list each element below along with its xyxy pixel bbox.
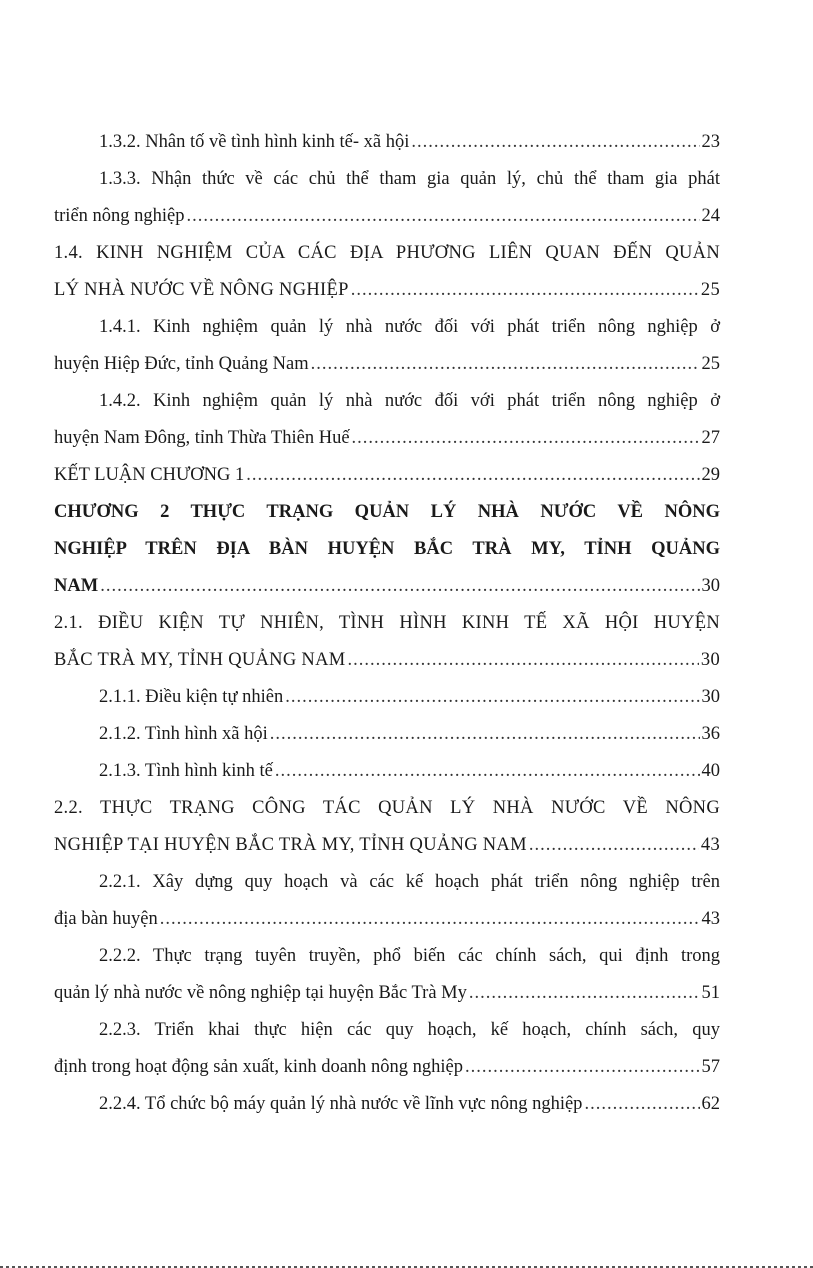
toc-page-number: 30 (701, 687, 720, 707)
toc-entry-title: 2.1.2. Tình hình xã hội (99, 724, 268, 744)
toc-leader-dots (160, 901, 700, 938)
toc-page-number: 25 (701, 354, 720, 374)
toc-entry-1-3-3-line1: 1.3.3. Nhận thức về các chủ thể tham gia quản lý, chủ thể tham gia phát (99, 169, 720, 189)
toc-entry-title: quản lý nhà nước về nông nghiệp tại huyện Bắc Trà My (54, 983, 467, 1003)
toc-page-number: 51 (701, 983, 720, 1003)
toc-leader-dots (348, 642, 699, 679)
toc-entry-2-1 (54, 642, 720, 679)
toc-entry-2-2-line1: 2.2. THỰC TRẠNG CÔNG TÁC QUẢN LÝ NHÀ NƯỚC VỀ NÔNG (54, 798, 720, 818)
toc-leader-dots (411, 124, 699, 161)
toc-entry-2-1-line1: 2.1. ĐIỀU KIỆN TỰ NHIÊN, TÌNH HÌNH KINH TẾ XÃ HỘI HUYỆN (54, 613, 720, 633)
toc-entry-2-2-4 (54, 1086, 720, 1123)
toc-chapter-2-line1: CHƯƠNG 2 THỰC TRẠNG QUẢN LÝ NHÀ NƯỚC VỀ NÔNG (54, 502, 720, 522)
toc-page-number: 30 (701, 576, 720, 596)
toc-page-number: 62 (701, 1094, 720, 1114)
toc-leader-dots (529, 827, 699, 864)
toc-entry-2-2-1 (54, 901, 720, 938)
toc-entry-title: NGHIỆP TẠI HUYỆN BẮC TRÀ MY, TỈNH QUẢNG NAM (54, 835, 527, 855)
toc-leader-dots (351, 272, 699, 309)
toc-entry-1-4-line1: 1.4. KINH NGHIỆM CỦA CÁC ĐỊA PHƯƠNG LIÊN QUAN ĐẾN QUẢN (54, 243, 720, 263)
toc-entry-title: địa bàn huyện (54, 909, 158, 929)
toc-entry-title: huyện Nam Đông, tỉnh Thừa Thiên Huế (54, 428, 350, 448)
toc-leader-dots (352, 420, 700, 457)
toc-entry-title: 2.1.3. Tình hình kinh tế (99, 761, 273, 781)
toc-chapter-2 (54, 568, 720, 605)
toc-entry-ket-luan-chuong-1 (54, 457, 720, 494)
toc-entry-title: 2.2.4. Tổ chức bộ máy quản lý nhà nước về lĩnh vực nông nghiệp (99, 1094, 583, 1114)
toc-page-number: 57 (701, 1057, 720, 1077)
toc-entry-title: huyện Hiệp Đức, tỉnh Quảng Nam (54, 354, 309, 374)
toc-entry-title: 2.1.1. Điều kiện tự nhiên (99, 687, 284, 707)
toc-entry-2-2-3-line1: 2.2.3. Triển khai thực hiện các quy hoạch, kế hoạch, chính sách, quy (99, 1020, 720, 1040)
table-of-contents (54, 124, 720, 1123)
toc-entry-2-1-2 (54, 716, 720, 753)
toc-entry-title: BẮC TRÀ MY, TỈNH QUẢNG NAM (54, 650, 346, 670)
toc-entry-1-4-2 (54, 420, 720, 457)
toc-entry-1-4-1-line1: 1.4.1. Kinh nghiệm quản lý nhà nước đối với phát triển nông nghiệp ở (99, 317, 720, 337)
toc-entry-2-2-3 (54, 1049, 720, 1086)
toc-page-number: 43 (700, 835, 720, 855)
toc-entry-title: LÝ NHÀ NƯỚC VỀ NÔNG NGHIỆP (54, 280, 349, 300)
toc-leader-dots (465, 1049, 699, 1086)
toc-entry-2-1-3 (54, 753, 720, 790)
toc-chapter-2-line2: NGHIỆP TRÊN ĐỊA BÀN HUYỆN BẮC TRÀ MY, TỈNH QUẢNG (54, 539, 720, 559)
toc-page-number: 36 (701, 724, 720, 744)
toc-leader-dots (270, 716, 700, 753)
toc-entry-2-1-1 (54, 679, 720, 716)
toc-entry-title: NAM (54, 576, 99, 596)
toc-leader-dots (584, 1086, 699, 1123)
toc-page-number: 43 (701, 909, 720, 929)
toc-page-number: 24 (701, 206, 720, 226)
toc-entry-title: định trong hoạt động sản xuất, kinh doanh nông nghiệp (54, 1057, 464, 1077)
toc-entry-1-4 (54, 272, 720, 309)
toc-leader-dots (246, 457, 699, 494)
toc-leader-dots (187, 198, 700, 235)
toc-entry-1-4-1 (54, 346, 720, 383)
toc-entry-2-2 (54, 827, 720, 864)
toc-leader-dots (100, 568, 699, 605)
toc-page-number: 23 (701, 132, 720, 152)
toc-leader-dots (275, 753, 700, 790)
toc-page-number: 40 (701, 761, 720, 781)
toc-entry-1-3-2 (54, 124, 720, 161)
toc-entry-2-2-1-line1: 2.2.1. Xây dựng quy hoạch và các kế hoạch phát triển nông nghiệp trên (99, 872, 720, 892)
toc-entry-1-3-3 (54, 198, 720, 235)
toc-entry-title: KẾT LUẬN CHƯƠNG 1 (54, 465, 245, 485)
toc-leader-dots (285, 679, 699, 716)
toc-entry-1-4-2-line1: 1.4.2. Kinh nghiệm quản lý nhà nước đối với phát triển nông nghiệp ở (99, 391, 720, 411)
toc-page-number: 30 (700, 650, 720, 670)
toc-page-number: 27 (701, 428, 720, 448)
toc-leader-dots (469, 975, 700, 1012)
toc-leader-dots (311, 346, 700, 383)
toc-entry-title: 1.3.2. Nhân tố về tình hình kinh tế- xã hội (99, 132, 410, 152)
toc-entry-title: triển nông nghiệp (54, 206, 185, 226)
toc-entry-2-2-2-line1: 2.2.2. Thực trạng tuyên truyền, phổ biến các chính sách, qui định trong (99, 946, 720, 966)
toc-page-number: 29 (701, 465, 720, 485)
toc-page-number: 25 (700, 280, 720, 300)
toc-entry-2-2-2 (54, 975, 720, 1012)
